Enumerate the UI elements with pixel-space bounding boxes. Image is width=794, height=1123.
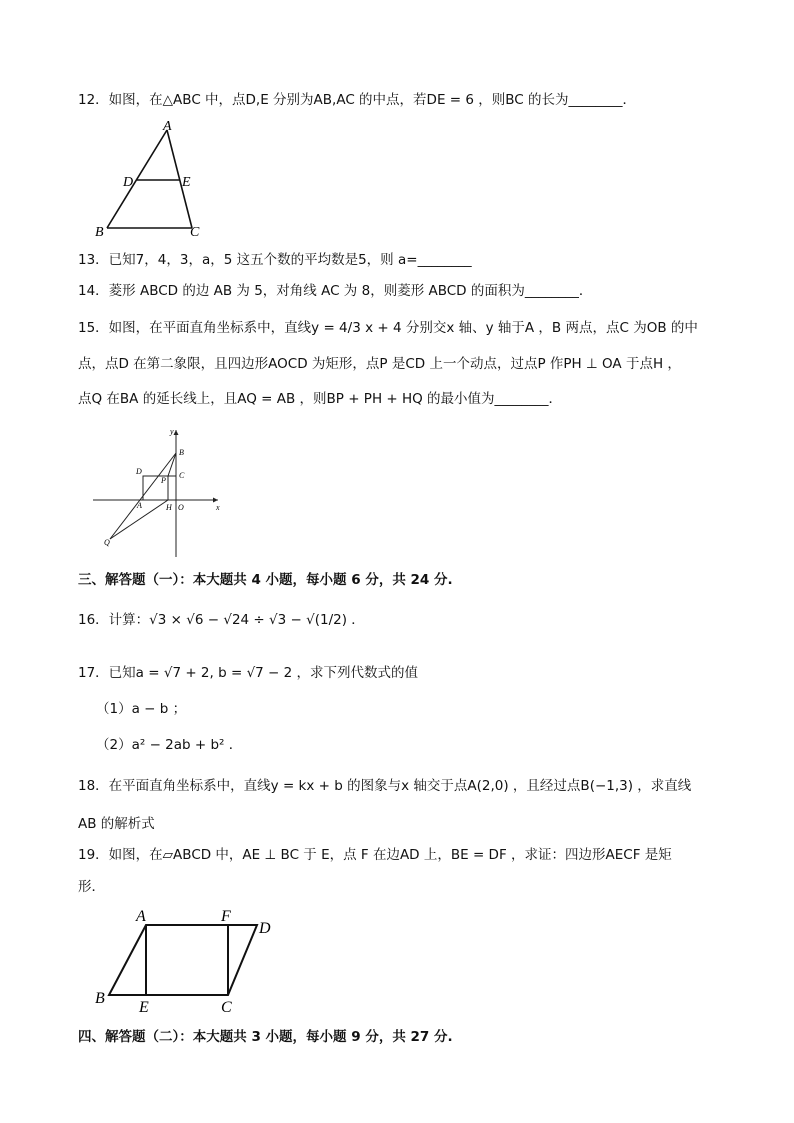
question-17-part-1: （1）a − b ；: [96, 701, 187, 717]
label-d: D: [123, 175, 134, 190]
label-q: Q: [104, 538, 110, 547]
label-e: E: [182, 175, 191, 190]
label-c: C: [190, 225, 200, 240]
label-d: D: [136, 467, 142, 476]
label-x: x: [216, 503, 220, 512]
question-13: 13．已知7，4，3，a，5 这五个数的平均数是5，则 a=________: [78, 252, 472, 268]
label-h: H: [166, 503, 172, 512]
figure-coordinate-plane: [90, 424, 230, 558]
label-p: P: [161, 476, 166, 485]
question-12: 12．如图，在△ABC 中，点D,E 分别为AB,AC 的中点，若DE = 6 ，则BC 的长为________．: [78, 92, 636, 108]
label-f: F: [221, 908, 231, 925]
question-15-line-3: 点Q 在BA 的延长线上，且AQ = AB ，则BP + PH + HQ 的最小值为________．: [78, 391, 563, 407]
question-18-line-2: AB 的解析式: [78, 816, 155, 832]
label-b: B: [95, 990, 105, 1007]
label-a: A: [163, 119, 172, 134]
label-o: O: [178, 503, 184, 512]
question-17-part-2: （2）a² − 2ab + b² ．: [96, 737, 243, 753]
label-d: D: [259, 920, 271, 937]
question-19-line-2: 形．: [78, 879, 105, 895]
question-14: 14．菱形 ABCD 的边 AB 为 5，对角线 AC 为 8，则菱形 ABCD 的面积为________．: [78, 283, 593, 299]
label-a: A: [137, 501, 142, 510]
x-arrow-icon: [213, 498, 218, 503]
question-19-line-1: 19．如图，在▱ABCD 中，AE ⊥ BC 于 E，点 F 在边AD 上，BE = DF ，求证：四边形AECF 是矩: [78, 847, 672, 863]
section-4-title: 四、解答题（二）：本大题共 3 小题，每小题 9 分，共 27 分.: [78, 1029, 453, 1045]
label-e: E: [139, 999, 149, 1015]
question-16: 16．计算：√3 × √6 − √24 ÷ √3 − √(1/2) ．: [78, 612, 365, 628]
label-b: B: [95, 225, 104, 240]
question-18-line-1: 18．在平面直角坐标系中，直线y = kx + b 的图象与x 轴交于点A(2,0) ，且经过点B(−1,3) ，求直线: [78, 778, 692, 794]
section-3-title: 三、解答题（一）：本大题共 4 小题，每小题 6 分，共 24 分.: [78, 572, 453, 588]
label-c: C: [221, 999, 232, 1015]
label-c: C: [179, 471, 185, 480]
label-a: A: [136, 908, 146, 925]
y-arrow-icon: [174, 430, 179, 435]
label-b: B: [179, 448, 184, 457]
figure-parallelogram-abcd: [92, 903, 292, 1015]
question-15-line-2: 点，点D 在第二象限，且四边形AOCD 为矩形，点P 是CD 上一个动点，过点P 作PH ⊥ OA 于点H ，: [78, 356, 681, 372]
question-17-line-1: 17．已知a = √7 + 2, b = √7 − 2 ，求下列代数式的值: [78, 665, 419, 681]
label-y: y: [170, 427, 174, 436]
figure-triangle-abc: [90, 118, 220, 240]
question-15-line-1: 15．如图，在平面直角坐标系中，直线y = 4/3 x + 4 分别交x 轴、y 轴于A ，B 两点，点C 为OB 的中: [78, 320, 698, 336]
